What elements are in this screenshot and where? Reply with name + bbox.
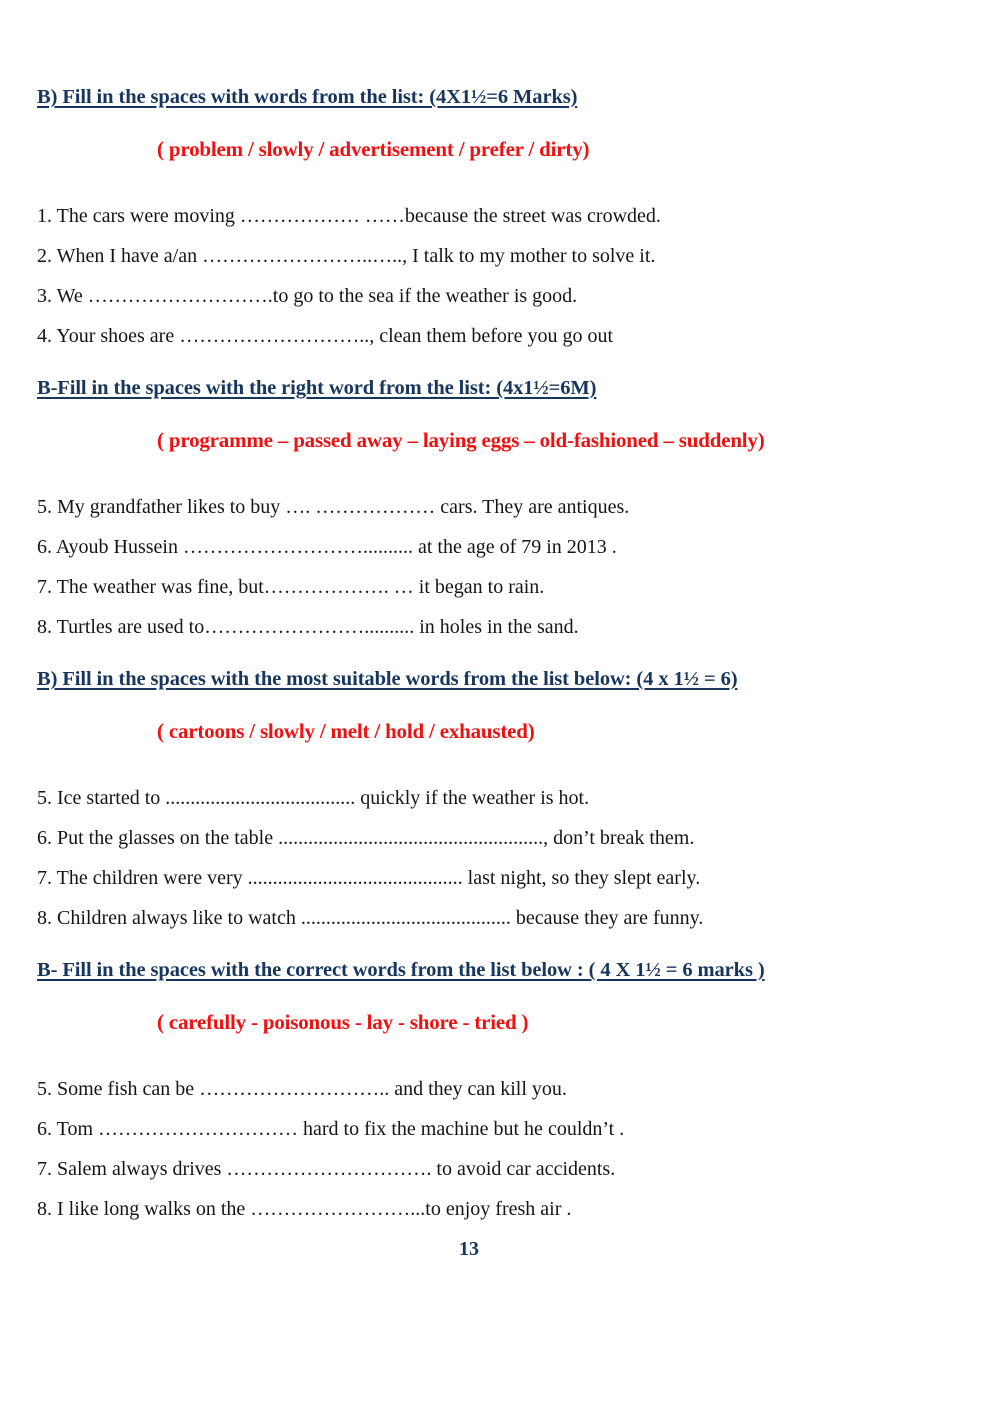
section-1-sentence-2: 2. When I have a/an ……………………..….., I talk to my mother to solve it.	[37, 245, 656, 267]
section-4-sentence-7: 7. Salem always drives …………………………. to avoid car accidents.	[37, 1158, 616, 1180]
section-4-sentence-6: 6. Tom ………………………… hard to fix the machine but he couldn’t .	[37, 1118, 625, 1140]
section-3-word-list: ( cartoons / slowly / melt / hold / exhausted)	[157, 719, 535, 743]
section-4-sentence-8: 8. I like long walks on the ……………………...to enjoy fresh air .	[37, 1198, 572, 1220]
section-3-sentence-5: 5. Ice started to ...................................... quickly if the weather is hot.	[37, 787, 590, 809]
section-3-heading: B) Fill in the spaces with the most suitable words from the list below: (4 x 1½ = 6)	[37, 668, 738, 690]
exercise-section-2	[37, 376, 952, 639]
section-4-heading: B- Fill in the spaces with the correct words from the list below : ( 4 X 1½ = 6 marks )	[37, 959, 765, 981]
section-2-sentence-8: 8. Turtles are used to…………………….......... in holes in the sand.	[37, 616, 579, 638]
exercise-section-3	[37, 667, 952, 930]
page-number: 13	[459, 1238, 479, 1260]
section-1-sentence-4: 4. Your shoes are ……………………….., clean them before you go out	[37, 325, 614, 347]
section-1-sentence-1: 1. The cars were moving ……………… ……because the street was crowded.	[37, 205, 661, 227]
section-3-sentence-8: 8. Children always like to watch .......................................... because they are funny.	[37, 907, 704, 929]
section-3-sentence-7: 7. The children were very ........................................... last night, so they slept early.	[37, 867, 701, 889]
exercise-section-4	[37, 958, 952, 1221]
section-1-word-list: ( problem / slowly / advertisement / prefer / dirty)	[157, 137, 590, 161]
section-2-sentence-7: 7. The weather was fine, but………………. … it began to rain.	[37, 576, 545, 598]
section-2-sentence-6: 6. Ayoub Hussein ……………………….......... at the age of 79 in 2013 .	[37, 536, 617, 558]
section-2-word-list: ( programme – passed away – laying eggs – old-fashioned – suddenly)	[157, 428, 765, 452]
section-4-word-list: ( carefully - poisonous - lay - shore - tried )	[157, 1010, 529, 1034]
section-4-sentence-5: 5. Some fish can be ……………………….. and they can kill you.	[37, 1078, 567, 1100]
exercise-section-1	[37, 85, 952, 348]
section-1-heading: B) Fill in the spaces with words from the list: (4X1½=6 Marks)	[37, 86, 578, 108]
section-3-sentence-6: 6. Put the glasses on the table ....................................................., don’t break them.	[37, 827, 695, 849]
section-2-heading: B-Fill in the spaces with the right word from the list: (4x1½=6M)	[37, 377, 597, 399]
section-2-sentence-5: 5. My grandfather likes to buy …. ……………… cars. They are antiques.	[37, 496, 630, 518]
section-1-sentence-3: 3. We ……………………….to go to the sea if the weather is good.	[37, 285, 578, 307]
